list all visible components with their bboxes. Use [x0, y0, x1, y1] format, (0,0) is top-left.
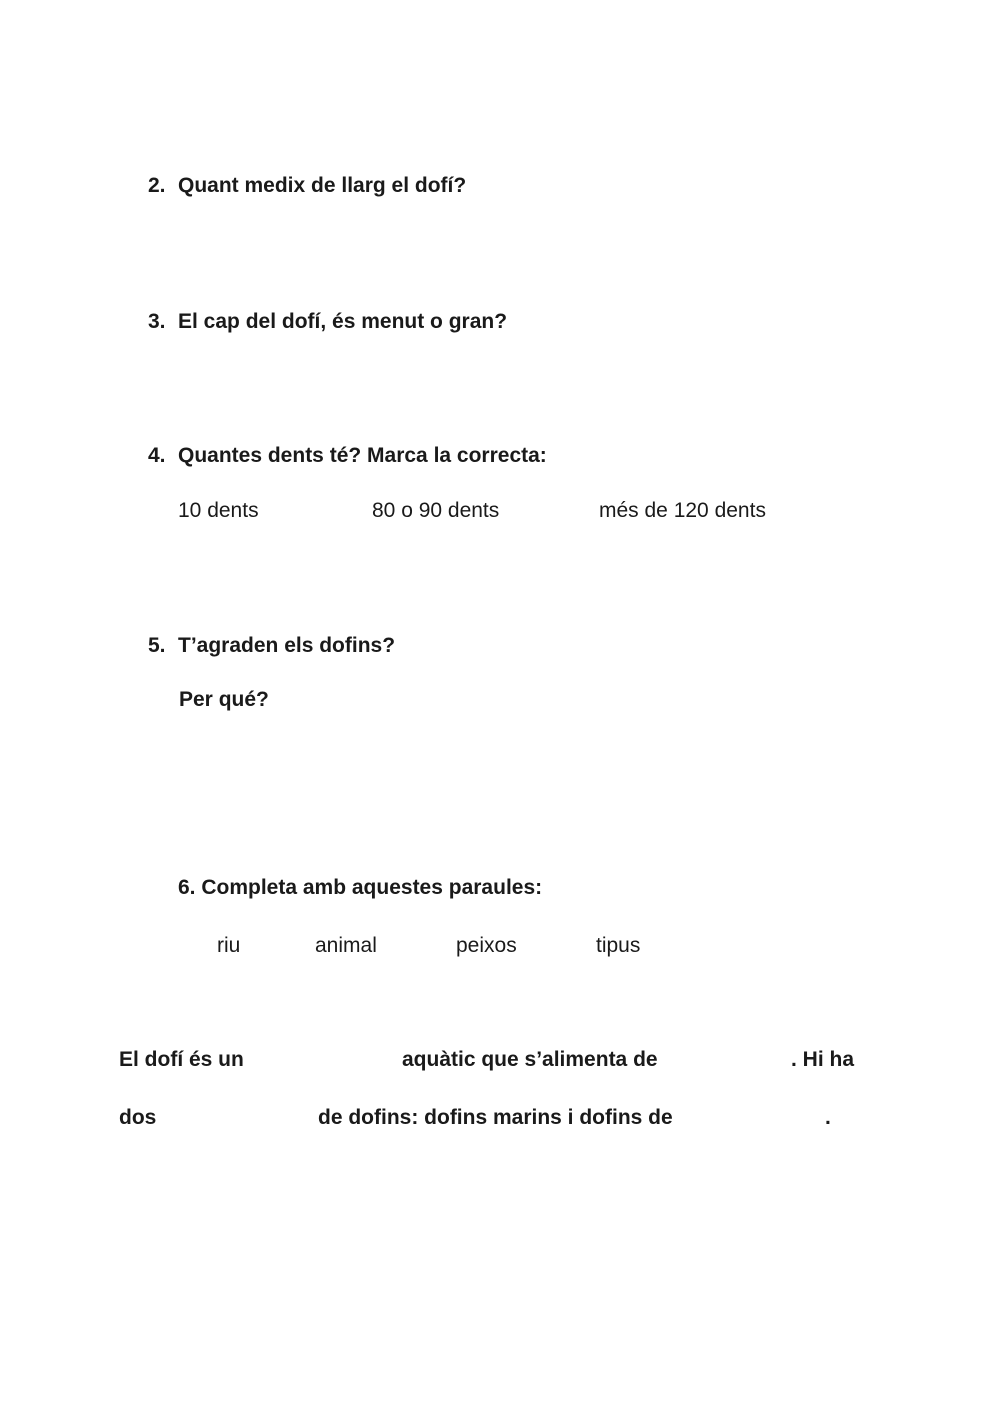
question-text: Quant medix de llarg el dofí?	[178, 174, 467, 197]
blank-peixos[interactable]	[700, 1044, 785, 1074]
question-number: 2.	[148, 174, 166, 197]
question-number: 4.	[148, 444, 166, 467]
question-5	[148, 634, 395, 658]
question-5-followup: Per qué?	[179, 688, 269, 711]
option-mes-120-dents[interactable]: més de 120 dents	[599, 499, 766, 522]
blank-riu[interactable]	[720, 1102, 820, 1132]
paragraph-line1-part3: . Hi ha	[791, 1048, 855, 1071]
question-number: 5.	[148, 634, 166, 657]
paragraph-line2-part3: .	[825, 1106, 831, 1129]
question-6-title: 6. Completa amb aquestes paraules:	[178, 876, 543, 899]
word-riu[interactable]: riu	[217, 934, 241, 957]
question-number: 3.	[148, 310, 166, 333]
question-text: Quantes dents té? Marca la correcta:	[178, 444, 547, 467]
blank-tipus[interactable]	[170, 1102, 310, 1132]
word-animal[interactable]: animal	[315, 934, 377, 957]
question-3	[148, 310, 507, 334]
question-2	[148, 174, 466, 198]
blank-animal[interactable]	[270, 1044, 395, 1074]
paragraph-line2-part1: dos	[119, 1106, 157, 1129]
question-text: T’agraden els dofins?	[178, 634, 396, 657]
paragraph-line1-part1: El dofí és un	[119, 1048, 244, 1071]
paragraph-line2-part2: de dofins: dofins marins i dofins de	[318, 1106, 673, 1129]
paragraph-line1-part2: aquàtic que s’alimenta de	[402, 1048, 658, 1071]
question-text: El cap del dofí, és menut o gran?	[178, 310, 508, 333]
word-peixos[interactable]: peixos	[456, 934, 517, 957]
option-80-90-dents[interactable]: 80 o 90 dents	[372, 499, 500, 522]
word-tipus[interactable]: tipus	[596, 934, 641, 957]
option-10-dents[interactable]: 10 dents	[178, 499, 259, 522]
question-4	[148, 444, 547, 468]
